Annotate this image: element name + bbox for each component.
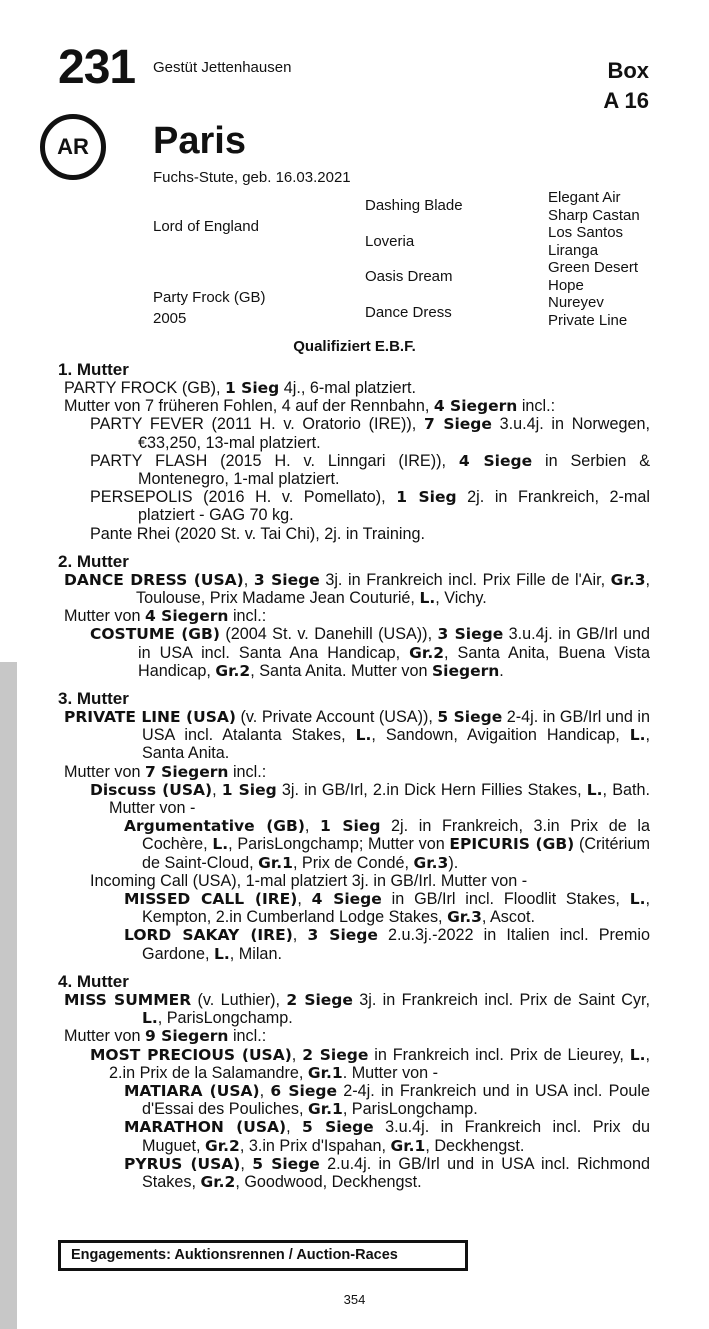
- pedigree-ggp-item: Hope: [548, 276, 584, 294]
- qualification: Qualifiziert E.B.F.: [293, 338, 416, 355]
- entry: PARTY FLASH (2015 H. v. Linngari (IRE)), 4 Siege in Serbien & Montenegro, 1-mal platziert.: [90, 451, 650, 489]
- entry: PERSEPOLIS (2016 H. v. Pomellato), 1 Sieg 2j. in Frankreich, 2-mal platziert - GAG 70 kg.: [90, 488, 650, 525]
- entry: MARATHON (USA), 5 Siege 3.u.4j. in Frankreich incl. Prix du Muguet, Gr.2, 3.in Prix d'Ispahan, Gr.1, Deckhengst.: [124, 1118, 651, 1155]
- pedigree-ggp-item: Green Desert: [548, 259, 639, 276]
- section-heading-1: 1. Mutter: [58, 360, 129, 379]
- entry: DANCE DRESS (USA), 3 Siege 3j. in Frankreich incl. Prix Fille de l'Air, Gr.3, Toulouse, Prix Madame Jean Couturié, L., Vichy.: [64, 570, 651, 608]
- pedigree-sire-sire: Dashing Blade: [365, 197, 463, 214]
- entry: COSTUME (GB) (2004 St. v. Danehill (USA)), 3 Siege 3.u.4j. in GB/Irl und in USA incl. Santa Ana Handicap, Gr.2, Santa Anita, Buena Vista Handicap, Gr.2, Santa Anita. Mutter von Siegern.: [90, 625, 650, 680]
- pedigree-dam-sire: Oasis Dream: [365, 268, 453, 285]
- pedigree-dam-year: 2005: [153, 310, 187, 327]
- pedigree-dam: Party Frock (GB): [153, 289, 266, 306]
- entry: LORD SAKAY (IRE), 3 Siege 2.u.3j.-2022 in Italien incl. Premio Gardone, L., Milan.: [124, 926, 650, 963]
- breeder-name: Gestüt Jettenhausen: [153, 59, 292, 76]
- lot-number: 231: [58, 41, 136, 94]
- entry: Pante Rhei (2020 St. v. Tai Chi), 2j. in Training.: [90, 524, 426, 543]
- pedigree-dam-dam: Dance Dress: [365, 304, 452, 321]
- box-label: [603, 56, 649, 116]
- entry: Argumentative (GB), 1 Sieg 2j. in Frankreich, 3.in Prix de la Cochère, L., ParisLongchamp; Mutter von EPICURIS (GB) (Critérium de Saint-Cloud, Gr.1, Prix de Condé, Gr.3).: [124, 817, 651, 872]
- entry: PARTY FROCK (GB), 1 Sieg 4j., 6-mal platziert.: [64, 379, 417, 397]
- entry: Mutter von 9 Siegern incl.:: [64, 1027, 267, 1046]
- entry: PRIVATE LINE (USA) (v. Private Account (USA)), 5 Siege 2-4j. in GB/Irl und in USA incl. Atalanta Stakes, L., Sandown, Avigaition Handicap, L., Santa Anita.: [64, 708, 650, 763]
- pedigree-sire: Lord of England: [153, 218, 259, 235]
- section-heading-4: 4. Mutter: [58, 971, 129, 991]
- pedigree-ggp: [548, 189, 640, 329]
- entry: Mutter von 4 Siegern incl.:: [64, 607, 267, 626]
- entry: Mutter von 7 früheren Fohlen, 4 auf der Rennbahn, 4 Siegern incl.:: [64, 397, 556, 416]
- pedigree-ggp-item: Elegant Air: [548, 189, 621, 206]
- pedigree-ggp-item: Nureyev: [548, 294, 604, 311]
- pedigree-sire-dam: Loveria: [365, 233, 415, 250]
- horse-name: Paris: [153, 120, 246, 162]
- entry: MISSED CALL (IRE), 4 Siege in GB/Irl incl. Floodlit Stakes, L., Kempton, 2.in Cumberland Lodge Stakes, Gr.3, Ascot.: [124, 890, 650, 927]
- engagements-box: Engagements: Auktionsrennen / Auction-Races: [58, 1240, 468, 1271]
- pedigree-ggp-item: Private Line: [548, 311, 628, 329]
- entry: MOST PRECIOUS (USA), 2 Siege in Frankreich incl. Prix de Lieurey, L., 2.in Prix de la Salamandre, Gr.1. Mutter von -: [90, 1045, 651, 1082]
- section-heading-3: 3. Mutter: [58, 689, 129, 709]
- entry: PYRUS (USA), 5 Siege 2.u.4j. in GB/Irl und in USA incl. Richmond Stakes, Gr.2, Goodwood, Deckhengst.: [124, 1154, 650, 1191]
- entry: MISS SUMMER (v. Luthier), 2 Siege 3j. in Frankreich incl. Prix de Saint Cyr, L., ParisLongchamp.: [64, 990, 651, 1028]
- entry: Mutter von 7 Siegern incl.:: [64, 762, 267, 781]
- entry: Incoming Call (USA), 1-mal platziert 3j. in GB/Irl. Mutter von -: [90, 871, 528, 890]
- side-margin-bar: [0, 662, 17, 1329]
- box-line-1: Box: [607, 58, 649, 83]
- box-line-2: A 16: [603, 88, 649, 113]
- page-number: 354: [343, 1292, 366, 1307]
- dam-line-content: [58, 361, 650, 1191]
- entry: Discuss (USA), 1 Sieg 3j. in GB/Irl, 2.in Dick Hern Fillies Stakes, L., Bath. Mutter von -: [90, 780, 650, 818]
- entry: MATIARA (USA), 6 Siege 2-4j. in Frankreich und in USA incl. Poule d'Essai des Pouliches, Gr.1, ParisLongchamp.: [124, 1081, 651, 1119]
- entry: PARTY FEVER (2011 H. v. Oratorio (IRE)), 7 Siege 3.u.4j. in Norwegen, €33,250, 13-mal platziert.: [90, 415, 650, 452]
- pedigree-ggp-item: Sharp Castan: [548, 206, 640, 224]
- pedigree-ggp-item: Liranga: [548, 241, 599, 259]
- section-heading-2: 2. Mutter: [58, 551, 129, 571]
- ar-badge: AR: [40, 114, 106, 180]
- pedigree-ggp-item: Los Santos: [548, 224, 624, 241]
- horse-description: Fuchs-Stute, geb. 16.03.2021: [153, 169, 351, 186]
